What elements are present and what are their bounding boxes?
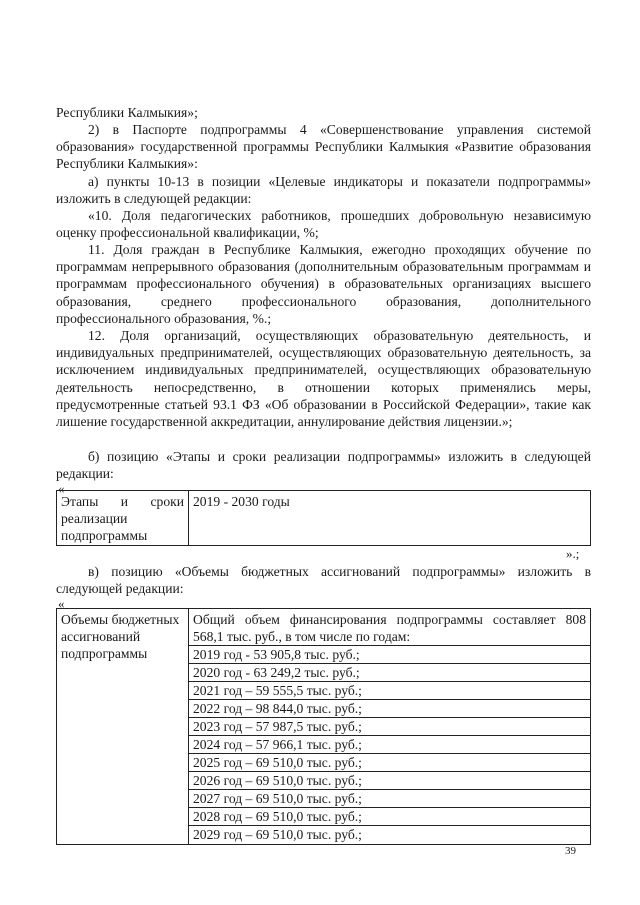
stages-label-cell: Этапы и сроки реализации подпрограммы [57, 491, 189, 546]
paragraph-item-a: а) пункты 10-13 в позиции «Целевые индикаторы и показатели подпрограммы» изложить в следующей редакции: [56, 174, 591, 207]
paragraph-indicator-11: 11. Доля граждан в Республике Калмыкия, ежегодно проходящих обучение по программам непрерывного образования (дополнительным образовательным программам и программам профессионального обучения) в образовательных организациях высшего образования, среднего профессионального образования, дополнительного профессионального образования, %.; [56, 242, 591, 326]
paragraph-item-2: 2) в Паспорте подпрограммы 4 «Совершенствование управления системой образования» государственной программы Республики Калмыкия «Развитие образования Республики Калмыкия»: [56, 122, 591, 172]
paragraph-indicator-12: 12. Доля организаций, осуществляющих образовательную деятельность, и индивидуальных предпринимателей, осуществляющих образовательную деятельность, за исключением индивидуальных предпринимателей, осуществляющих образовательную деятельность непосредственно, в отношении которых применялись меры, предусмотренные статьей 93.1 ФЗ «Об образовании в Российской Федерации», такие как лишение государственной аккредитации, аннулирование действия лицензии.»; [56, 328, 591, 430]
budget-year-row: 2024 год – 57 966,1 тыс. руб.; [189, 736, 590, 754]
quote-open-1: « [58, 481, 65, 496]
quote-open-2: « [58, 596, 65, 611]
budget-year-row: 2023 год – 57 987,5 тыс. руб.; [189, 718, 590, 736]
stages-value-cell: 2019 - 2030 годы [189, 491, 591, 546]
budget-label-cell: Объемы бюджетных ассигнований подпрограммы [57, 609, 189, 845]
page-number: 39 [565, 845, 576, 857]
budget-year-row: 2022 год – 98 844,0 тыс. руб.; [189, 700, 590, 718]
quote-close-1: ».; [566, 546, 580, 561]
stages-table [56, 490, 591, 546]
paragraph-indicator-10: «10. Доля педагогических работников, прошедших добровольную независимую оценку профессиональной квалификации, %; [56, 208, 591, 241]
budget-value-cell [189, 609, 591, 845]
budget-year-row: 2021 год – 59 555,5 тыс. руб.; [189, 682, 590, 700]
budget-year-row: 2029 год – 69 510,0 тыс. руб.; [193, 827, 362, 842]
budget-year-row: 2028 год – 69 510,0 тыс. руб.; [189, 808, 590, 826]
budget-table [56, 608, 591, 845]
budget-year-row: 2027 год – 69 510,0 тыс. руб.; [189, 790, 590, 808]
paragraph-item-v: в) позицию «Объемы бюджетных ассигнований подпрограммы» изложить в следующей редакции: [56, 564, 591, 597]
budget-year-row: 2019 год - 53 905,8 тыс. руб.; [189, 646, 590, 664]
budget-intro: Общий объем финансирования подпрограммы составляет 808 568,1 тыс. руб., в том числе по годам: [189, 611, 590, 646]
budget-year-row: 2020 год - 63 249,2 тыс. руб.; [189, 664, 590, 682]
budget-year-row: 2025 год – 69 510,0 тыс. руб.; [189, 754, 590, 772]
budget-year-row: 2026 год – 69 510,0 тыс. руб.; [189, 772, 590, 790]
paragraph-item-b: б) позицию «Этапы и сроки реализации подпрограммы» изложить в следующей редакции: [56, 449, 591, 482]
paragraph-intro: Республики Калмыкия»; [56, 105, 198, 120]
